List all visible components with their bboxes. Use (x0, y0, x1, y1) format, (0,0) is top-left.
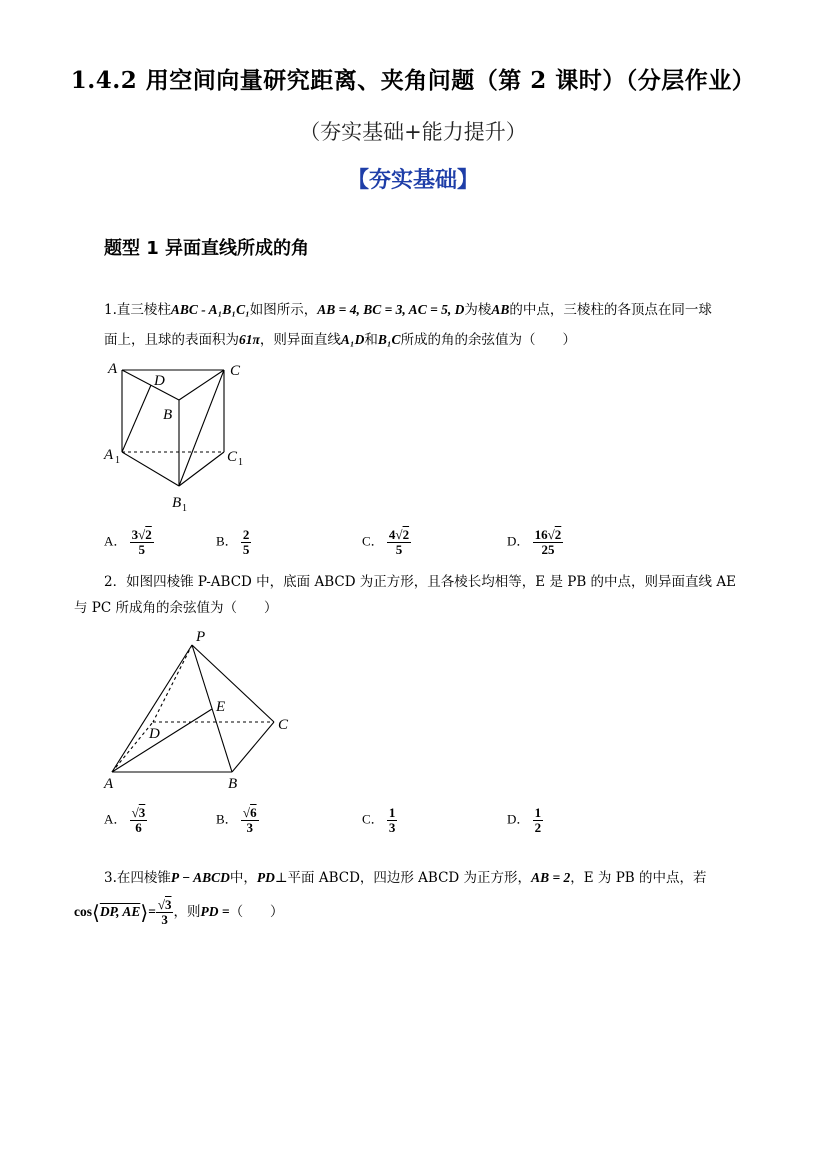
q1-text: 和 (364, 332, 378, 348)
q1-text: 所成的角的余弦值为（ ） (400, 332, 577, 348)
label-e: E (216, 699, 226, 715)
fraction: $\frac{4√2}{5}$ (388, 527, 410, 557)
q3-left-angle: ⟨ (92, 900, 100, 925)
q2-option-d[interactable] (507, 806, 543, 835)
q1-text: 1.直三棱柱 (104, 302, 171, 318)
q1-text: 面上，且球的表面积为 (104, 332, 239, 348)
denominator: 3 (241, 820, 259, 835)
fraction (241, 528, 252, 557)
q3-cos: cos (74, 904, 92, 919)
q1-edge: AB (491, 302, 510, 317)
q3-text: 平面 ABCD，四边形 ABCD 为正方形， (287, 870, 532, 886)
radicand: 3 (138, 805, 146, 820)
q1-option-c[interactable] (362, 528, 411, 557)
q2-pyramid-figure (100, 625, 310, 795)
q1-text: ，则异面直线 (259, 332, 341, 348)
page-subtitle: （夯实基础+能力提升） (299, 120, 527, 144)
label-d: D (149, 726, 160, 742)
denominator: 5 (387, 542, 411, 557)
label-a1-sub: 1 (115, 455, 120, 466)
option-letter: B． (216, 533, 238, 549)
q3-vectors: DP, AE (99, 904, 141, 919)
label-a: A (108, 361, 118, 377)
denominator: 2 (534, 820, 542, 835)
page-title: 1.4.2 用空间向量研究距离、夹角问题（第 2 课时）（分层作业） (70, 67, 756, 94)
q3-perp: ⊥ (274, 870, 288, 886)
q3-pyramid: P − ABCD (170, 870, 230, 885)
q3-fraction: $\frac{√3}{3}$ (157, 897, 172, 927)
q1-option-d[interactable] (507, 528, 563, 557)
q3-pd: PD (256, 870, 275, 885)
fraction: $\frac{3√2}{5}$ (131, 527, 152, 557)
option-letter: D． (507, 811, 530, 827)
q1-option-b[interactable] (216, 528, 251, 557)
label-p: P (196, 629, 206, 645)
q3-text: ，E 为 PB 的中点，若 (570, 870, 707, 886)
q1-text: 如图所示， (249, 302, 318, 318)
question-2-line-1: 2．如图四棱锥 P-ABCD 中，底面 ABCD 为正方形，且各棱长均相等，E 是 PB 的中点，则异面直线 AE (104, 574, 736, 590)
q2-option-b[interactable] (216, 806, 259, 835)
numerator: 1 (534, 805, 542, 820)
question-3-line-1 (104, 868, 707, 888)
denominator: 3 (388, 820, 396, 835)
q1-line-a1d: A₁D (340, 332, 365, 347)
q3-text: 3.在四棱锥 (104, 870, 171, 886)
radicand: 2 (145, 527, 152, 542)
question-1-line-2 (104, 330, 576, 350)
option-letter: B． (216, 811, 238, 827)
label-d: D (154, 373, 165, 389)
numerator: 1 (388, 805, 396, 820)
coef: 3 (131, 527, 139, 542)
denominator: 5 (242, 542, 250, 557)
label-c: C (230, 363, 241, 379)
q3-text: ，则 (173, 904, 201, 920)
radicand: 2 (402, 527, 410, 542)
numerator: 2 (242, 527, 250, 542)
section-heading: 【夯实基础】 (346, 167, 479, 193)
label-b: B (163, 407, 173, 423)
q1-area: 61π (239, 332, 260, 347)
fraction (533, 806, 544, 835)
label-c1-sub: 1 (238, 457, 243, 468)
label-b1: B (172, 495, 182, 511)
fraction: $\frac{√6}{3}$ (242, 805, 257, 835)
question-2-line-2: 与 PC 所成角的余弦值为（ ） (74, 600, 278, 616)
q1-prism: ABC - A₁B₁C₁ (170, 302, 250, 317)
label-a: A (104, 776, 114, 792)
option-letter: D． (507, 533, 530, 549)
fraction: $\frac{√3}{6}$ (131, 805, 146, 835)
coef: 16 (534, 527, 548, 542)
denominator: 25 (533, 542, 564, 557)
option-letter: A． (104, 533, 127, 549)
question-3-line-2 (74, 898, 284, 927)
q1-line-b1c: B₁C (377, 332, 401, 347)
q1-conditions: AB = 4, BC = 3, AC = 5, D (317, 302, 465, 317)
label-c: C (278, 717, 289, 733)
radicand: 6 (250, 805, 257, 820)
denominator: 6 (130, 820, 148, 835)
label-a1: A (104, 447, 114, 463)
option-letter: A． (104, 811, 127, 827)
q2-option-c[interactable] (362, 806, 397, 835)
label-b1-sub: 1 (182, 503, 187, 514)
label-c1: C (227, 449, 238, 465)
q1-option-a[interactable] (104, 528, 154, 557)
denominator: 5 (130, 542, 154, 557)
coef: 4 (388, 527, 396, 542)
q3-ask: PD = (200, 904, 230, 919)
q3-equals: = (148, 904, 156, 919)
q3-text: 中， (229, 870, 257, 886)
q3-text: （ ） (229, 904, 284, 920)
q3-right-angle: ⟩ (140, 900, 149, 925)
q1-prism-figure (100, 355, 260, 520)
label-b: B (228, 776, 238, 792)
option-letter: C． (362, 811, 384, 827)
q1-text: 为棱 (464, 302, 492, 318)
denominator: 3 (156, 912, 174, 927)
fraction (387, 806, 398, 835)
option-letter: C． (362, 533, 384, 549)
q3-ab: AB = 2 (531, 870, 571, 885)
fraction: $\frac{16√2}{25}$ (534, 527, 562, 557)
radicand: 2 (554, 527, 562, 542)
question-1-line-1 (104, 300, 712, 320)
q2-option-a[interactable] (104, 806, 147, 835)
radicand: 3 (164, 897, 172, 912)
topic-heading: 题型 1 异面直线所成的角 (104, 238, 310, 259)
q1-text: 的中点，三棱柱的各顶点在同一球 (509, 302, 712, 318)
